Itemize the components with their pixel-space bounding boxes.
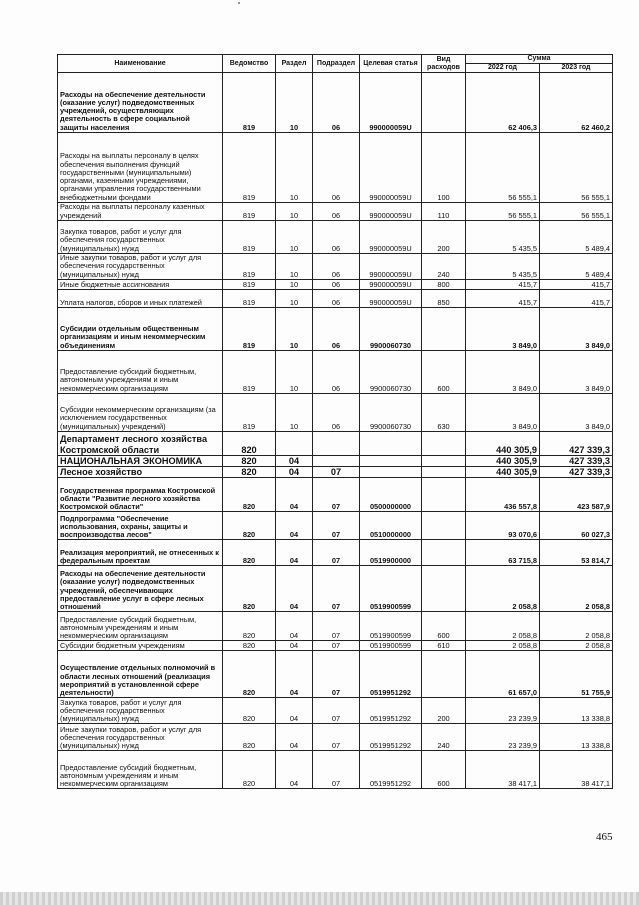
cell-ved: 819 <box>223 279 276 289</box>
cell-ved: 820 <box>223 478 276 512</box>
cell-s23: 62 460,2 <box>540 73 613 133</box>
cell-cs: 9900060730 <box>360 350 422 393</box>
cell-name: Субсидии бюджетным учреждениям <box>58 641 223 651</box>
cell-name: Иные бюджетные ассигнования <box>58 279 223 289</box>
cell-name: Расходы на обеспечение деятельности (оказание услуг) подведомственных учреждений, обеспечивающих предоставление услуг в сфере лесных отношений <box>58 566 223 612</box>
scanner-edge <box>0 892 639 905</box>
cell-s22: 2 058,8 <box>466 612 540 641</box>
cell-ved: 820 <box>223 467 276 478</box>
cell-name: Осуществление отдельных полномочий в области лесных отношений (реализация мероприятий в установленной сфере деятельности) <box>58 651 223 698</box>
table-row <box>58 612 613 641</box>
table-row <box>58 203 613 221</box>
cell-vr <box>422 566 466 612</box>
cell-vr <box>422 512 466 540</box>
cell-vr <box>422 540 466 566</box>
cell-ved: 820 <box>223 641 276 651</box>
cell-cs: 990000059U <box>360 221 422 254</box>
cell-name: Иные закупки товаров, работ и услуг для обеспечения государственных (муниципальных) нужд <box>58 254 223 280</box>
cell-s23: 427 339,3 <box>540 431 613 455</box>
cell-ved: 819 <box>223 221 276 254</box>
cell-name: Лесное хозяйство <box>58 467 223 478</box>
cell-ved: 819 <box>223 350 276 393</box>
table-row <box>58 133 613 203</box>
cell-ved: 820 <box>223 540 276 566</box>
cell-raz <box>276 431 313 455</box>
cell-name: Государственная программа Костромской области "Развитие лесного хозяйства Костромской области" <box>58 478 223 512</box>
cell-ved: 819 <box>223 307 276 350</box>
header-2023: 2023 год <box>540 64 613 73</box>
cell-s22: 2 058,8 <box>466 566 540 612</box>
cell-pod: 06 <box>313 307 360 350</box>
cell-pod: 06 <box>313 393 360 431</box>
cell-vr: 100 <box>422 133 466 203</box>
cell-vr: 600 <box>422 350 466 393</box>
cell-cs: 0510000000 <box>360 512 422 540</box>
cell-name: Расходы на выплаты персоналу казенных учреждений <box>58 203 223 221</box>
cell-s22: 3 849,0 <box>466 393 540 431</box>
cell-vr: 800 <box>422 279 466 289</box>
cell-raz: 04 <box>276 566 313 612</box>
header-podrazdel: Подраздел <box>313 55 360 73</box>
table-row <box>58 350 613 393</box>
cell-ved: 820 <box>223 698 276 724</box>
cell-s23: 415,7 <box>540 279 613 289</box>
cell-name: Расходы на выплаты персоналу в целях обеспечения выполнения функций государственными (муниципальными) органами, казенными учреждениями, органами управления государственными внебюджетными фондами <box>58 133 223 203</box>
cell-s22: 38 417,1 <box>466 751 540 789</box>
cell-ved: 819 <box>223 254 276 280</box>
cell-vr <box>422 455 466 466</box>
cell-raz: 04 <box>276 512 313 540</box>
cell-raz: 10 <box>276 221 313 254</box>
cell-raz: 04 <box>276 651 313 698</box>
cell-raz: 04 <box>276 467 313 478</box>
table-row <box>58 289 613 307</box>
cell-pod: 07 <box>313 566 360 612</box>
cell-ved: 820 <box>223 455 276 466</box>
cell-pod: 06 <box>313 73 360 133</box>
header-razdel: Раздел <box>276 55 313 73</box>
cell-s22: 61 657,0 <box>466 651 540 698</box>
cell-raz: 04 <box>276 478 313 512</box>
cell-name: Предоставление субсидий бюджетным, автономным учреждениям и иным некоммерческим организациям <box>58 612 223 641</box>
cell-ved: 819 <box>223 203 276 221</box>
table-row <box>58 279 613 289</box>
cell-vr <box>422 73 466 133</box>
table-row <box>58 221 613 254</box>
cell-vr <box>422 467 466 478</box>
cell-pod: 07 <box>313 751 360 789</box>
cell-s22: 415,7 <box>466 279 540 289</box>
cell-vr <box>422 307 466 350</box>
cell-raz: 04 <box>276 641 313 651</box>
header-tselevaya: Целевая статья <box>360 55 422 73</box>
cell-vr: 200 <box>422 221 466 254</box>
cell-cs: 9900060730 <box>360 307 422 350</box>
cell-pod: 07 <box>313 641 360 651</box>
cell-s22: 56 555,1 <box>466 203 540 221</box>
cell-pod: 06 <box>313 279 360 289</box>
cell-name: Уплата налогов, сборов и иных платежей <box>58 289 223 307</box>
cell-s22: 23 239,9 <box>466 724 540 751</box>
cell-raz: 04 <box>276 540 313 566</box>
table-row <box>58 478 613 512</box>
cell-s23: 5 489,4 <box>540 221 613 254</box>
cell-name: НАЦИОНАЛЬНАЯ ЭКОНОМИКА <box>58 455 223 466</box>
cell-pod: 07 <box>313 698 360 724</box>
cell-raz: 04 <box>276 455 313 466</box>
cell-s23: 423 587,9 <box>540 478 613 512</box>
cell-ved: 820 <box>223 566 276 612</box>
cell-s22: 5 435,5 <box>466 221 540 254</box>
table-row <box>58 751 613 789</box>
cell-s22: 440 305,9 <box>466 431 540 455</box>
cell-cs: 990000059U <box>360 133 422 203</box>
cell-cs: 0519951292 <box>360 751 422 789</box>
cell-s22: 2 058,8 <box>466 641 540 651</box>
cell-s23: 3 849,0 <box>540 307 613 350</box>
cell-pod: 07 <box>313 651 360 698</box>
cell-raz: 04 <box>276 698 313 724</box>
cell-pod: 06 <box>313 254 360 280</box>
cell-cs: 0500000000 <box>360 478 422 512</box>
cell-pod: 07 <box>313 478 360 512</box>
cell-vr: 200 <box>422 698 466 724</box>
cell-vr: 240 <box>422 724 466 751</box>
cell-cs: 0519951292 <box>360 698 422 724</box>
cell-s23: 53 814,7 <box>540 540 613 566</box>
cell-pod: 06 <box>313 350 360 393</box>
cell-name: Подпрограмма "Обеспечение использования, охраны, защиты и воспроизводства лесов" <box>58 512 223 540</box>
cell-raz: 10 <box>276 393 313 431</box>
cell-s23: 2 058,8 <box>540 566 613 612</box>
cell-vr: 600 <box>422 751 466 789</box>
cell-cs: 0519951292 <box>360 651 422 698</box>
page-number: 465 <box>596 831 613 843</box>
cell-s22: 23 239,9 <box>466 698 540 724</box>
header-vedomstvo: Ведомство <box>223 55 276 73</box>
table-row <box>58 467 613 478</box>
cell-s23: 13 338,8 <box>540 724 613 751</box>
table-row <box>58 512 613 540</box>
cell-pod: 06 <box>313 133 360 203</box>
cell-vr: 240 <box>422 254 466 280</box>
cell-s22: 56 555,1 <box>466 133 540 203</box>
cell-raz: 10 <box>276 133 313 203</box>
header-vid: Вид расходов <box>422 55 466 73</box>
cell-cs <box>360 431 422 455</box>
table-row <box>58 698 613 724</box>
table-row <box>58 73 613 133</box>
cell-pod: 06 <box>313 203 360 221</box>
cell-s22: 63 715,8 <box>466 540 540 566</box>
cell-cs: 0519900000 <box>360 540 422 566</box>
table-row <box>58 641 613 651</box>
header-2022: 2022 год <box>466 64 540 73</box>
cell-cs: 990000059U <box>360 203 422 221</box>
cell-pod: 07 <box>313 724 360 751</box>
cell-s22: 436 557,8 <box>466 478 540 512</box>
cell-pod: 07 <box>313 467 360 478</box>
cell-pod: 06 <box>313 289 360 307</box>
cell-s23: 13 338,8 <box>540 698 613 724</box>
cell-name: Предоставление субсидий бюджетным, автономным учреждениям и иным некоммерческим организациям <box>58 350 223 393</box>
cell-name: Расходы на обеспечение деятельности (оказание услуг) подведомственных учреждений, осуществляющих деятельность в сфере социальной защиты населения <box>58 73 223 133</box>
cell-raz: 04 <box>276 724 313 751</box>
cell-ved: 820 <box>223 512 276 540</box>
cell-raz: 10 <box>276 279 313 289</box>
cell-s23: 56 555,1 <box>540 203 613 221</box>
cell-ved: 820 <box>223 431 276 455</box>
table-row <box>58 724 613 751</box>
cell-s23: 2 058,8 <box>540 612 613 641</box>
cell-ved: 820 <box>223 612 276 641</box>
cell-ved: 819 <box>223 393 276 431</box>
cell-raz: 10 <box>276 350 313 393</box>
cell-vr: 600 <box>422 612 466 641</box>
cell-vr: 110 <box>422 203 466 221</box>
cell-raz: 10 <box>276 73 313 133</box>
cell-vr <box>422 431 466 455</box>
cell-pod <box>313 455 360 466</box>
header-name: Наименование <box>58 55 223 73</box>
cell-name: Закупка товаров, работ и услуг для обеспечения государственных (муниципальных) нужд <box>58 221 223 254</box>
cell-s22: 440 305,9 <box>466 467 540 478</box>
cell-s23: 415,7 <box>540 289 613 307</box>
cell-s22: 415,7 <box>466 289 540 307</box>
cell-vr: 630 <box>422 393 466 431</box>
table-row <box>58 307 613 350</box>
cell-s22: 3 849,0 <box>466 350 540 393</box>
cell-s23: 3 849,0 <box>540 393 613 431</box>
header-summa: Сумма <box>466 55 613 64</box>
table-row <box>58 393 613 431</box>
cell-cs: 990000059U <box>360 279 422 289</box>
cell-ved: 819 <box>223 289 276 307</box>
cell-ved: 819 <box>223 133 276 203</box>
cell-s23: 427 339,3 <box>540 455 613 466</box>
cell-cs <box>360 467 422 478</box>
cell-s22: 440 305,9 <box>466 455 540 466</box>
cell-s23: 3 849,0 <box>540 350 613 393</box>
cell-s22: 3 849,0 <box>466 307 540 350</box>
cell-cs: 0519900599 <box>360 641 422 651</box>
cell-cs: 0519951292 <box>360 724 422 751</box>
cell-vr: 850 <box>422 289 466 307</box>
cell-cs: 990000059U <box>360 254 422 280</box>
cell-s23: 51 755,9 <box>540 651 613 698</box>
cell-s23: 2 058,8 <box>540 641 613 651</box>
cell-raz: 04 <box>276 751 313 789</box>
table-row <box>58 651 613 698</box>
table-body <box>58 73 613 789</box>
cell-name: Департамент лесного хозяйства Костромской области <box>58 431 223 455</box>
cell-s23: 427 339,3 <box>540 467 613 478</box>
cell-raz: 04 <box>276 612 313 641</box>
cell-cs: 990000059U <box>360 289 422 307</box>
budget-table <box>57 54 613 789</box>
cell-pod: 06 <box>313 221 360 254</box>
cell-name: Субсидии некоммерческим организациям (за исключением государственных (муниципальных) учреждений) <box>58 393 223 431</box>
cell-cs: 0519900599 <box>360 612 422 641</box>
cell-name: Реализация мероприятий, не отнесенных к федеральным проектам <box>58 540 223 566</box>
cell-ved: 820 <box>223 651 276 698</box>
cell-cs <box>360 455 422 466</box>
cell-raz: 10 <box>276 289 313 307</box>
cell-pod: 07 <box>313 540 360 566</box>
cell-s23: 5 489,4 <box>540 254 613 280</box>
table-row <box>58 540 613 566</box>
table-row <box>58 254 613 280</box>
cell-ved: 820 <box>223 751 276 789</box>
cell-raz: 10 <box>276 203 313 221</box>
cell-s22: 93 070,6 <box>466 512 540 540</box>
cell-ved: 820 <box>223 724 276 751</box>
cell-cs: 9900060730 <box>360 393 422 431</box>
cell-ved: 819 <box>223 73 276 133</box>
cell-vr <box>422 478 466 512</box>
cell-raz: 10 <box>276 254 313 280</box>
cell-pod <box>313 431 360 455</box>
cell-s22: 5 435,5 <box>466 254 540 280</box>
cell-vr: 610 <box>422 641 466 651</box>
cell-vr <box>422 651 466 698</box>
cell-pod: 07 <box>313 512 360 540</box>
cell-s23: 56 555,1 <box>540 133 613 203</box>
cell-name: Предоставление субсидий бюджетным, автономным учреждениям и иным некоммерческим организациям <box>58 751 223 789</box>
scan-speck <box>238 2 240 4</box>
table-row <box>58 455 613 466</box>
cell-name: Субсидии отдельным общественным организациям и иным некоммерческим объединениям <box>58 307 223 350</box>
cell-name: Иные закупки товаров, работ и услуг для обеспечения государственных (муниципальных) нужд <box>58 724 223 751</box>
cell-s23: 60 027,3 <box>540 512 613 540</box>
cell-cs: 0519900599 <box>360 566 422 612</box>
table-row <box>58 431 613 455</box>
cell-pod: 07 <box>313 612 360 641</box>
cell-raz: 10 <box>276 307 313 350</box>
cell-s23: 38 417,1 <box>540 751 613 789</box>
table-row <box>58 566 613 612</box>
cell-cs: 990000059U <box>360 73 422 133</box>
cell-s22: 62 406,3 <box>466 73 540 133</box>
cell-name: Закупка товаров, работ и услуг для обеспечения государственных (муниципальных) нужд <box>58 698 223 724</box>
